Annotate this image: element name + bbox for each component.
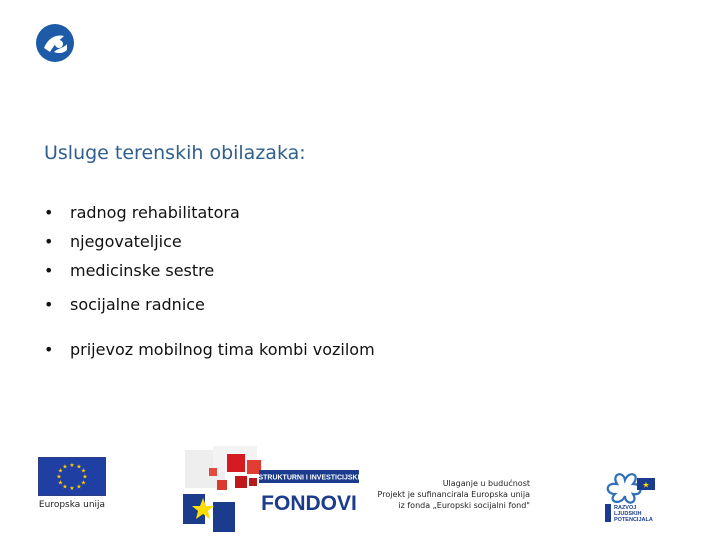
- fondovi-top-label: STRUKTURNI I INVESTICIJSKI: [258, 474, 360, 482]
- list-item: [44, 232, 182, 252]
- funding-statement: [378, 478, 530, 511]
- svg-text:★: ★: [80, 467, 87, 475]
- organization-logo-icon: [34, 22, 76, 64]
- svg-text:★: ★: [80, 479, 87, 487]
- eu-logo: [38, 457, 106, 517]
- list-item: [44, 261, 214, 281]
- bullet-icon: •: [44, 340, 54, 359]
- eu-caption: Europska unija: [38, 500, 106, 510]
- list-item: [44, 295, 205, 315]
- bullet-icon: •: [44, 295, 54, 314]
- funding-line: Ulaganje u budućnost: [442, 479, 530, 488]
- bullet-icon: •: [44, 232, 54, 251]
- eu-flag-icon: [38, 457, 106, 496]
- list-item-label: socijalne radnice: [70, 295, 205, 314]
- fondovi-main-label: FONDOVI: [261, 492, 357, 515]
- rlj-line: RAZVOJ: [614, 505, 637, 511]
- svg-text:★: ★: [57, 479, 64, 487]
- list-item-label: radnog rehabilitatora: [70, 203, 240, 222]
- bullet-icon: •: [44, 203, 54, 222]
- rlj-line: POTENCIJALA: [614, 517, 653, 523]
- svg-text:★: ★: [57, 467, 64, 475]
- svg-text:★: ★: [69, 462, 75, 469]
- svg-text:★: ★: [642, 480, 650, 490]
- razvoj-ljudskih-potencijala-logo-icon: [603, 466, 681, 526]
- list-item-label: prijevoz mobilnog tima kombi vozilom: [70, 340, 375, 359]
- svg-text:★: ★: [62, 463, 68, 471]
- list-item-label: njegovateljice: [70, 232, 182, 251]
- funding-line: iz fonda „Europski socijalni fond": [398, 501, 530, 510]
- fondovi-logo-icon: [183, 446, 361, 536]
- list-item: [44, 340, 375, 360]
- svg-text:★: ★: [76, 483, 82, 491]
- svg-text:★: ★: [62, 483, 68, 491]
- bullet-icon: •: [44, 261, 54, 280]
- list-item: [44, 203, 240, 223]
- rlj-line: LJUDSKIH: [614, 511, 642, 517]
- svg-text:★: ★: [76, 463, 82, 471]
- list-item-label: medicinske sestre: [70, 261, 215, 280]
- svg-text:★: ★: [69, 485, 75, 492]
- page-title: Usluge terenskih obilazaka:: [44, 142, 306, 164]
- funding-line: Projekt je sufinancirala Europska unija: [377, 490, 530, 499]
- svg-text:★: ★: [82, 473, 88, 481]
- svg-text:★: ★: [56, 473, 62, 481]
